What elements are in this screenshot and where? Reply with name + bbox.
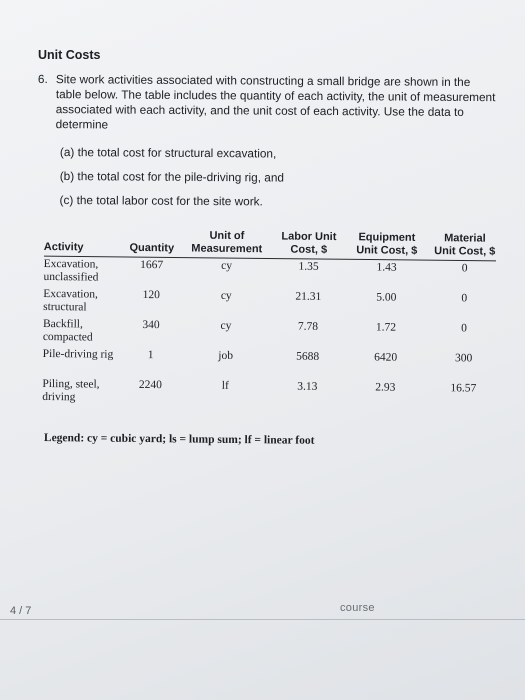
cell-quantity: 1 <box>147 349 154 362</box>
table-row <box>42 348 500 383</box>
cell-material: 300 <box>454 352 473 365</box>
footer-divider <box>0 619 525 620</box>
cell-equipment: 1.43 <box>376 261 397 274</box>
cell-quantity: 1667 <box>140 259 164 272</box>
cell-activity: Excavation, unclassified <box>43 257 99 284</box>
cell-material: 0 <box>461 262 468 275</box>
part-c: (c) the total labor cost for the site work. <box>59 192 263 209</box>
cell-labor: 7.78 <box>297 320 319 333</box>
table-row <box>43 258 501 293</box>
cell-equipment: 2.93 <box>375 381 396 394</box>
cell-unit: cy <box>221 259 233 272</box>
table-row <box>43 288 501 323</box>
cell-material: 16.57 <box>450 382 477 395</box>
header-equipment: Equipment Unit Cost, $ <box>356 231 418 257</box>
header-quantity: Quantity <box>129 241 175 255</box>
section-heading: Unit Costs <box>38 48 101 62</box>
question-parts <box>59 140 284 214</box>
cell-unit: cy <box>220 319 232 332</box>
cell-quantity: 120 <box>142 289 160 302</box>
cell-labor: 3.13 <box>297 380 318 393</box>
cell-labor: 5688 <box>296 350 320 363</box>
cell-quantity: 340 <box>142 319 160 332</box>
header-material: Material Unit Cost, $ <box>434 232 496 258</box>
cell-labor: 21.31 <box>295 290 322 303</box>
cell-unit: lf <box>221 379 229 392</box>
cell-material: 0 <box>461 292 468 305</box>
footer-text: course <box>340 602 375 614</box>
table-row <box>43 318 501 353</box>
cell-activity: Pile-driving rig <box>42 347 114 361</box>
part-a: (a) the total cost for structural excavation, <box>59 144 277 161</box>
table-row <box>42 378 500 413</box>
part-b: (b) the total cost for the pile-driving rig, and <box>59 168 285 185</box>
cell-quantity: 2240 <box>138 379 162 392</box>
cell-material: 0 <box>461 322 467 335</box>
cell-equipment: 6420 <box>374 351 398 364</box>
header-unit: Unit of Measurement <box>191 229 263 256</box>
cell-activity: Excavation, structural <box>43 287 98 314</box>
cell-labor: 1.35 <box>298 260 319 273</box>
question-text: Site work activities associated with constructing a small bridge are shown in the table below. The table includes the quantity of each activity, the unit of measurement associated with each activity, and the unit cost of each activity. Use the data to determine <box>55 72 496 132</box>
question-6 <box>38 72 498 135</box>
cell-equipment: 1.72 <box>375 321 397 334</box>
cell-unit: job <box>218 349 234 362</box>
question-number: 6. <box>37 72 48 87</box>
cell-equipment: 5.00 <box>376 291 397 304</box>
cell-unit: cy <box>220 289 232 302</box>
cell-activity: Piling, steel, driving <box>42 377 100 404</box>
table-legend: Legend: cy = cubic yard; ls = lump sum; lf = linear foot <box>43 432 315 447</box>
header-activity: Activity <box>43 240 84 254</box>
header-labor: Labor Unit Cost, $ <box>281 230 337 256</box>
cell-activity: Backfill, compacted <box>42 317 93 344</box>
page-number: 4 / 7 <box>10 605 32 617</box>
